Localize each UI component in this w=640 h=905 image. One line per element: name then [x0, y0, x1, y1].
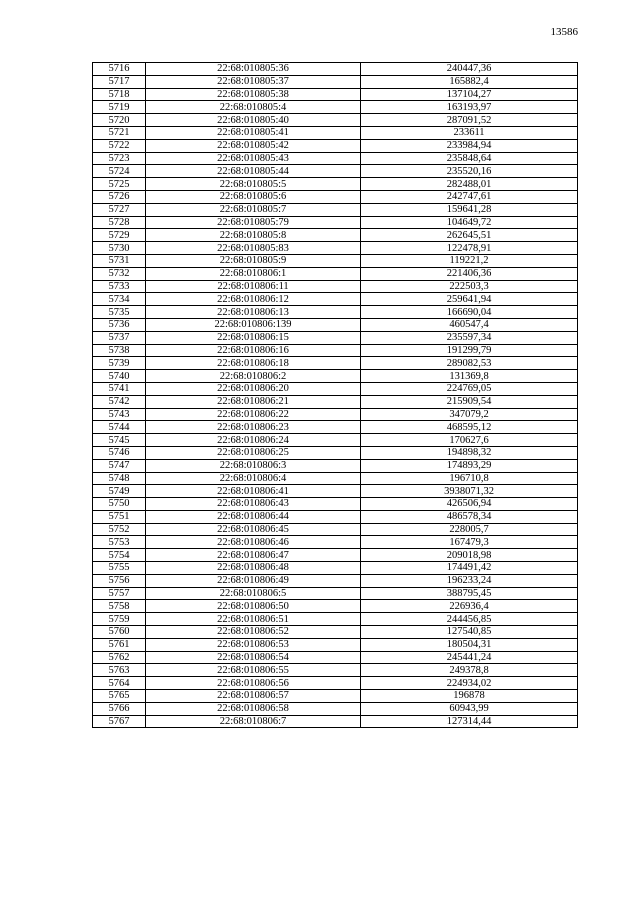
row-number-cell: 5757 — [93, 587, 146, 600]
cadastral-value-cell: 60943,99 — [361, 702, 578, 715]
row-number-cell: 5739 — [93, 357, 146, 370]
page-number: 13586 — [550, 26, 578, 38]
row-number-cell: 5765 — [93, 690, 146, 703]
cadastral-value-cell: 191299,79 — [361, 344, 578, 357]
row-number-cell: 5741 — [93, 382, 146, 395]
row-number-cell: 5747 — [93, 459, 146, 472]
cadastral-number-cell: 22:68:010806:52 — [146, 626, 361, 639]
row-number-cell: 5740 — [93, 370, 146, 383]
cadastral-value-cell: 242747,61 — [361, 190, 578, 203]
table-row — [93, 293, 578, 306]
cadastral-value-cell: 240447,36 — [361, 63, 578, 76]
cadastral-number-cell: 22:68:010805:41 — [146, 126, 361, 139]
table-row — [93, 229, 578, 242]
table-row — [93, 677, 578, 690]
row-number-cell: 5716 — [93, 63, 146, 76]
cadastral-number-cell: 22:68:010806:1 — [146, 267, 361, 280]
cadastral-value-cell: 167479,3 — [361, 536, 578, 549]
table-row — [93, 485, 578, 498]
row-number-cell: 5764 — [93, 677, 146, 690]
row-number-cell: 5736 — [93, 318, 146, 331]
row-number-cell: 5722 — [93, 139, 146, 152]
cadastral-number-cell: 22:68:010805:5 — [146, 178, 361, 191]
row-number-cell: 5746 — [93, 446, 146, 459]
cadastral-value-cell: 196233,24 — [361, 574, 578, 587]
cadastral-number-cell: 22:68:010806:45 — [146, 523, 361, 536]
table-row — [93, 344, 578, 357]
cadastral-value-cell: 209018,98 — [361, 549, 578, 562]
cadastral-value-cell: 122478,91 — [361, 242, 578, 255]
table-row — [93, 498, 578, 511]
table-row — [93, 254, 578, 267]
cadastral-number-cell: 22:68:010805:7 — [146, 203, 361, 216]
table-row — [93, 216, 578, 229]
row-number-cell: 5728 — [93, 216, 146, 229]
row-number-cell: 5758 — [93, 600, 146, 613]
table-row — [93, 395, 578, 408]
cadastral-value-cell: 166690,04 — [361, 306, 578, 319]
table-row — [93, 574, 578, 587]
cadastral-number-cell: 22:68:010806:7 — [146, 715, 361, 728]
cadastral-value-cell: 228005,7 — [361, 523, 578, 536]
cadastral-value-cell: 196878 — [361, 690, 578, 703]
cadastral-value-cell: 215909,54 — [361, 395, 578, 408]
table-row — [93, 690, 578, 703]
cadastral-value-cell: 159641,28 — [361, 203, 578, 216]
cadastral-number-cell: 22:68:010806:21 — [146, 395, 361, 408]
cadastral-value-cell: 163193,97 — [361, 101, 578, 114]
table-row — [93, 203, 578, 216]
table-row — [93, 702, 578, 715]
cadastral-number-cell: 22:68:010806:55 — [146, 664, 361, 677]
cadastral-value-cell: 119221,2 — [361, 254, 578, 267]
row-number-cell: 5752 — [93, 523, 146, 536]
row-number-cell: 5760 — [93, 626, 146, 639]
cadastral-number-cell: 22:68:010806:11 — [146, 280, 361, 293]
cadastral-value-cell: 165882,4 — [361, 75, 578, 88]
cadastral-number-cell: 22:68:010805:8 — [146, 229, 361, 242]
cadastral-value-cell: 244456,85 — [361, 613, 578, 626]
cadastral-number-cell: 22:68:010806:24 — [146, 434, 361, 447]
cadastral-value-cell: 180504,31 — [361, 638, 578, 651]
cadastral-number-cell: 22:68:010805:42 — [146, 139, 361, 152]
cadastral-number-cell: 22:68:010805:9 — [146, 254, 361, 267]
cadastral-number-cell: 22:68:010806:54 — [146, 651, 361, 664]
cadastral-number-cell: 22:68:010806:50 — [146, 600, 361, 613]
cadastral-number-cell: 22:68:010805:44 — [146, 165, 361, 178]
cadastral-value-cell: 347079,2 — [361, 408, 578, 421]
cadastral-value-cell: 174893,29 — [361, 459, 578, 472]
cadastral-value-cell: 224934,02 — [361, 677, 578, 690]
cadastral-number-cell: 22:68:010805:79 — [146, 216, 361, 229]
cadastral-value-cell: 235597,34 — [361, 331, 578, 344]
table-row — [93, 114, 578, 127]
cadastral-number-cell: 22:68:010806:12 — [146, 293, 361, 306]
cadastral-number-cell: 22:68:010806:139 — [146, 318, 361, 331]
cadastral-value-cell: 426506,94 — [361, 498, 578, 511]
table-row — [93, 370, 578, 383]
row-number-cell: 5742 — [93, 395, 146, 408]
cadastral-value-cell: 137104,27 — [361, 88, 578, 101]
table-row — [93, 63, 578, 76]
cadastral-number-cell: 22:68:010806:25 — [146, 446, 361, 459]
row-number-cell: 5735 — [93, 306, 146, 319]
cadastral-number-cell: 22:68:010805:43 — [146, 152, 361, 165]
row-number-cell: 5745 — [93, 434, 146, 447]
table-row — [93, 306, 578, 319]
row-number-cell: 5720 — [93, 114, 146, 127]
cadastral-number-cell: 22:68:010806:15 — [146, 331, 361, 344]
table-row — [93, 472, 578, 485]
row-number-cell: 5755 — [93, 562, 146, 575]
table-row — [93, 178, 578, 191]
table-row — [93, 626, 578, 639]
row-number-cell: 5717 — [93, 75, 146, 88]
table-row — [93, 523, 578, 536]
cadastral-number-cell: 22:68:010806:51 — [146, 613, 361, 626]
cadastral-number-cell: 22:68:010806:16 — [146, 344, 361, 357]
row-number-cell: 5734 — [93, 293, 146, 306]
table-row — [93, 126, 578, 139]
table-row — [93, 357, 578, 370]
cadastral-value-cell: 226936,4 — [361, 600, 578, 613]
cadastral-value-cell: 3938071,32 — [361, 485, 578, 498]
cadastral-number-cell: 22:68:010806:41 — [146, 485, 361, 498]
cadastral-value-cell: 174491,42 — [361, 562, 578, 575]
cadastral-number-cell: 22:68:010806:3 — [146, 459, 361, 472]
cadastral-value-cell: 233984,94 — [361, 139, 578, 152]
table-row — [93, 331, 578, 344]
row-number-cell: 5767 — [93, 715, 146, 728]
row-number-cell: 5731 — [93, 254, 146, 267]
row-number-cell: 5725 — [93, 178, 146, 191]
row-number-cell: 5730 — [93, 242, 146, 255]
table-row — [93, 165, 578, 178]
cadastral-value-cell: 486578,34 — [361, 510, 578, 523]
row-number-cell: 5751 — [93, 510, 146, 523]
row-number-cell: 5748 — [93, 472, 146, 485]
table-row — [93, 613, 578, 626]
table-row — [93, 549, 578, 562]
row-number-cell: 5754 — [93, 549, 146, 562]
row-number-cell: 5743 — [93, 408, 146, 421]
table-row — [93, 562, 578, 575]
cadastral-number-cell: 22:68:010806:46 — [146, 536, 361, 549]
table-row — [93, 101, 578, 114]
cadastral-number-cell: 22:68:010806:48 — [146, 562, 361, 575]
row-number-cell: 5719 — [93, 101, 146, 114]
cadastral-value-cell: 233611 — [361, 126, 578, 139]
table-row — [93, 421, 578, 434]
row-number-cell: 5766 — [93, 702, 146, 715]
table-row — [93, 190, 578, 203]
cadastral-value-cell: 131369,8 — [361, 370, 578, 383]
cadastral-value-cell: 127540,85 — [361, 626, 578, 639]
cadastral-number-cell: 22:68:010806:56 — [146, 677, 361, 690]
table-row — [93, 267, 578, 280]
cadastral-value-cell: 104649,72 — [361, 216, 578, 229]
row-number-cell: 5718 — [93, 88, 146, 101]
table-row — [93, 139, 578, 152]
cadastral-value-cell: 221406,36 — [361, 267, 578, 280]
table-row — [93, 664, 578, 677]
cadastral-value-cell: 262645,51 — [361, 229, 578, 242]
cadastral-number-cell: 22:68:010806:13 — [146, 306, 361, 319]
cadastral-value-cell: 259641,94 — [361, 293, 578, 306]
row-number-cell: 5763 — [93, 664, 146, 677]
cadastral-value-cell: 235848,64 — [361, 152, 578, 165]
row-number-cell: 5733 — [93, 280, 146, 293]
table-row — [93, 446, 578, 459]
row-number-cell: 5762 — [93, 651, 146, 664]
cadastral-number-cell: 22:68:010806:49 — [146, 574, 361, 587]
cadastral-number-cell: 22:68:010805:37 — [146, 75, 361, 88]
cadastral-value-cell: 468595,12 — [361, 421, 578, 434]
cadastral-number-cell: 22:68:010806:2 — [146, 370, 361, 383]
cadastral-number-cell: 22:68:010805:40 — [146, 114, 361, 127]
cadastral-value-cell: 224769,05 — [361, 382, 578, 395]
row-number-cell: 5729 — [93, 229, 146, 242]
row-number-cell: 5753 — [93, 536, 146, 549]
row-number-cell: 5737 — [93, 331, 146, 344]
row-number-cell: 5749 — [93, 485, 146, 498]
cadastral-number-cell: 22:68:010806:4 — [146, 472, 361, 485]
table-row — [93, 587, 578, 600]
cadastral-value-table — [92, 62, 578, 728]
table-row — [93, 152, 578, 165]
cadastral-number-cell: 22:68:010806:47 — [146, 549, 361, 562]
cadastral-value-cell: 194898,32 — [361, 446, 578, 459]
cadastral-number-cell: 22:68:010806:43 — [146, 498, 361, 511]
cadastral-number-cell: 22:68:010806:5 — [146, 587, 361, 600]
table-row — [93, 459, 578, 472]
cadastral-number-cell: 22:68:010806:22 — [146, 408, 361, 421]
cadastral-value-cell: 222503,3 — [361, 280, 578, 293]
cadastral-number-cell: 22:68:010806:58 — [146, 702, 361, 715]
table-row — [93, 88, 578, 101]
cadastral-number-cell: 22:68:010806:53 — [146, 638, 361, 651]
cadastral-number-cell: 22:68:010805:6 — [146, 190, 361, 203]
table-row — [93, 600, 578, 613]
table-row — [93, 242, 578, 255]
row-number-cell: 5761 — [93, 638, 146, 651]
table-row — [93, 638, 578, 651]
row-number-cell: 5759 — [93, 613, 146, 626]
cadastral-number-cell: 22:68:010805:38 — [146, 88, 361, 101]
table-row — [93, 715, 578, 728]
row-number-cell: 5724 — [93, 165, 146, 178]
row-number-cell: 5732 — [93, 267, 146, 280]
cadastral-value-cell: 282488,01 — [361, 178, 578, 191]
cadastral-number-cell: 22:68:010805:83 — [146, 242, 361, 255]
table-row — [93, 434, 578, 447]
table-body — [93, 63, 578, 728]
row-number-cell: 5726 — [93, 190, 146, 203]
cadastral-value-cell: 235520,16 — [361, 165, 578, 178]
cadastral-number-cell: 22:68:010806:18 — [146, 357, 361, 370]
cadastral-value-cell: 127314,44 — [361, 715, 578, 728]
row-number-cell: 5721 — [93, 126, 146, 139]
cadastral-value-cell: 170627,6 — [361, 434, 578, 447]
table-row — [93, 280, 578, 293]
table-row — [93, 510, 578, 523]
cadastral-number-cell: 22:68:010806:44 — [146, 510, 361, 523]
cadastral-number-cell: 22:68:010806:20 — [146, 382, 361, 395]
cadastral-value-cell: 196710,8 — [361, 472, 578, 485]
row-number-cell: 5750 — [93, 498, 146, 511]
cadastral-number-cell: 22:68:010806:23 — [146, 421, 361, 434]
row-number-cell: 5756 — [93, 574, 146, 587]
table-row — [93, 318, 578, 331]
cadastral-value-cell: 249378,8 — [361, 664, 578, 677]
table-row — [93, 382, 578, 395]
cadastral-value-cell: 245441,24 — [361, 651, 578, 664]
cadastral-value-cell: 289082,53 — [361, 357, 578, 370]
cadastral-number-cell: 22:68:010805:36 — [146, 63, 361, 76]
cadastral-value-cell: 388795,45 — [361, 587, 578, 600]
row-number-cell: 5727 — [93, 203, 146, 216]
cadastral-number-cell: 22:68:010806:57 — [146, 690, 361, 703]
row-number-cell: 5738 — [93, 344, 146, 357]
table-row — [93, 408, 578, 421]
table-row — [93, 536, 578, 549]
table-row — [93, 75, 578, 88]
cadastral-value-cell: 287091,52 — [361, 114, 578, 127]
cadastral-number-cell: 22:68:010805:4 — [146, 101, 361, 114]
row-number-cell: 5744 — [93, 421, 146, 434]
table-row — [93, 651, 578, 664]
cadastral-value-cell: 460547,4 — [361, 318, 578, 331]
row-number-cell: 5723 — [93, 152, 146, 165]
